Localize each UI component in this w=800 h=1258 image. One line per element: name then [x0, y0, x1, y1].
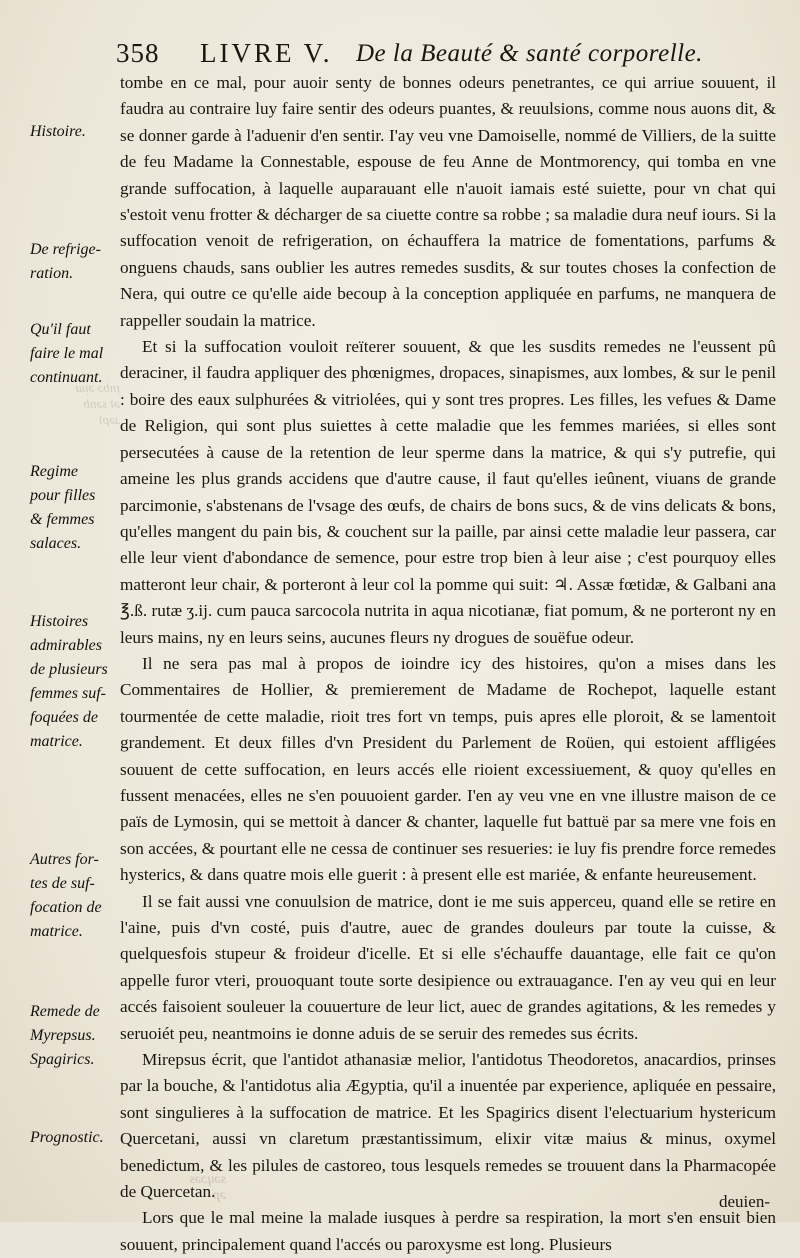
main-text-column [120, 70, 776, 1258]
bleed-through-ink-bottom: sǝɥɔǝs ǝp [189, 1172, 226, 1203]
margin-note-histoires-admirables: Histoires admirables de plusieurs femmes suf- foquées de matrice. [30, 613, 108, 750]
paragraph-5: Mirepsus écrit, que l'antidot athanasiæ melior, l'antidotus Theodoretos, anacardios, prinses par la bouche, & l'antidotus alia Ægyptia, qu'il a inuentée par experience, apliquée en pessaire, sont singulieres à la suffocation de matrice. Et les Spagirics disent l'electuarium hystericum Quercetani, aussi vn claretum præstantissimum, elixir vitæ maius & minus, oxymel benedictum, & les pilules de castoreo, tous lesquels remedes se trouuent dans la Pharmacopée de Quercetan. [120, 1050, 776, 1202]
book-label: LIVRE V. [200, 38, 333, 68]
running-header [112, 38, 792, 72]
catchword: deuien- [719, 1192, 770, 1211]
margin-note-refrigeration: De refrige- ration. [30, 241, 101, 282]
paragraph-2: Et si la suffocation vouloit reïterer souuent, & que les susdits remedes ne l'eussent pû deraciner, il faudra appliquer des phœnigmes, dropaces, sinapismes, aux lombes, & sur le penil : boire des eaux sulphurées & vitriolées, qui y sont tres propres. Les filles, les vefues & Dame de Religion, qui sont plus suiettes à cette maladie que les femmes mariées, si elles sont persecutées à cause de la retention de leur sperme dans la matrice, & qui s'y putrefie, qui ameine les plus grands accidens que d'autre cause, il faut qu'elles ieûnent, viuans de grande parcimonie, s'abstenans de l'vsage des œufs, de chairs de bons sucs, & de vins delicats & bons, qu'elles mangent du pain bis, & couchent sur la paille, par ainsi cette maladie leur passera, car elle leur vient d'abondance de semence, pour estre trop bien à leur aise ; c'est pourquoy elles matteront leur chair, & porteront à leur col la pomme qui suit: ♃. Assæ fœtidæ, & Galbani ana ℥.ß. rutæ ʒ.ij. cum pauca sarcocola nutrita in aqua nicotianæ, fiat pomum, & ne porteront ny en leurs mains, ny en leurs seins, aucunes fleurs ny drogues de souëfue odeur. [120, 337, 776, 647]
paragraph-4: Il se fait aussi vne conuulsion de matrice, dont ie me suis apperceu, quand elle se retire en l'aine, puis d'vn costé, puis d'autre, auec de grandes douleurs par toute la cuisse, & quelquesfois stupeur & froideur d'icelle. Et si elle s'échauffe dauantage, elle fait ce qu'on appelle furor vteri, prouoquant toute sorte desipience ou extrauagance. I'en ay veu qui en leur accés faisoient souleuer la couuerture de leur lict, auec de grandes agitations, & les remedes y seruoiét peu, neantmoins ie donne aduis de se seruir des remedes sus écrits. [120, 891, 776, 1043]
running-title: De la Beauté & santé corporelle. [356, 40, 703, 67]
margin-note-autres-sortes: Autres for- tes de suf- focation de matrice. [30, 851, 102, 940]
margin-note-remede-myrepsus: Remede de Myrepsus. Spagirics. [30, 1003, 100, 1068]
page-number: 358 [116, 38, 160, 68]
paragraph-1: tombe en ce mal, pour auoir senty de bonnes odeurs penetrantes, ce qui arriue souuent, il faudra au contraire luy faire sentir des odeurs puantes, & reuulsions, comme nous auons dit, & se donner garde à l'aduenir d'en sentir. I'ay veu vne Damoiselle, nommé de Villiers, de la suitte de feu Madame la Connestable, espouse de feu Anne de Montmorency, qui tomba en vne grande suffocation, à laquelle auparauant elle n'auoit iamais esté suiette, pour vn chat qui s'estoit venu frotter & décharger de sa ciuette contre sa robbe ; sa maladie dura neuf iours. Si la suffocation venoit de refrigeration, on échauffera la matrice de fomentations, parfums & onguens chauds, sans oublier les autres remedes susdits, & sur toutes choses la confection de Nera, qui outre ce qu'elle aide becoup à la conception appliquée en parfums, ne manquera de rappeller soudain la matrice. [120, 73, 776, 330]
paragraph-3: Il ne sera pas mal à propos de ioindre icy des histoires, qu'on a mises dans les Commentaires de Hollier, & premierement de Madame de Rochepot, laquelle estant tourmentée de cette maladie, rioit tres fort vn temps, puis apres elle ploroit, & se lamentoit grandement. Et deux filles d'vn President du Parlement de Roüen, qui estoient affligées souuent de cette suffocation, en leurs accés elle rioient excessiuement, & quoy qu'elles en fussent menacées, elles ne s'en pouuoient garder. I'en ay veu vne en vne illustre maison de ce païs de Lymosin, qui se mettoit à dancer & chanter, laquelle fut battuë par sa mere vne fois en son accées, & pourtant elle ne cessa de continuer ses resueries: ie luy fis prendre force remedes hysterics, & dans quatre mois elle guerit : à present elle est mariée, & enfante heureusement. [120, 653, 776, 885]
bleed-through-ink: ᴉnbɔ ǝᴉɯ ǝʇ sǝnb ɹǝpʇ [75, 380, 120, 427]
margin-note-regime: Regime pour filles & femmes salaces. [30, 463, 96, 552]
margin-note-histoire: Histoire. [30, 123, 86, 140]
margin-note-mal-continuant: Qu'il faut faire le mal continuant. [30, 321, 104, 386]
margin-note-prognostic: Prognostic. [30, 1129, 104, 1146]
paragraph-6: Lors que le mal meine la malade iusques à perdre sa respiration, la mort s'en ensuit bien souuent, principalement quand l'accés ou paroxysme est long. Plusieurs [120, 1208, 776, 1254]
